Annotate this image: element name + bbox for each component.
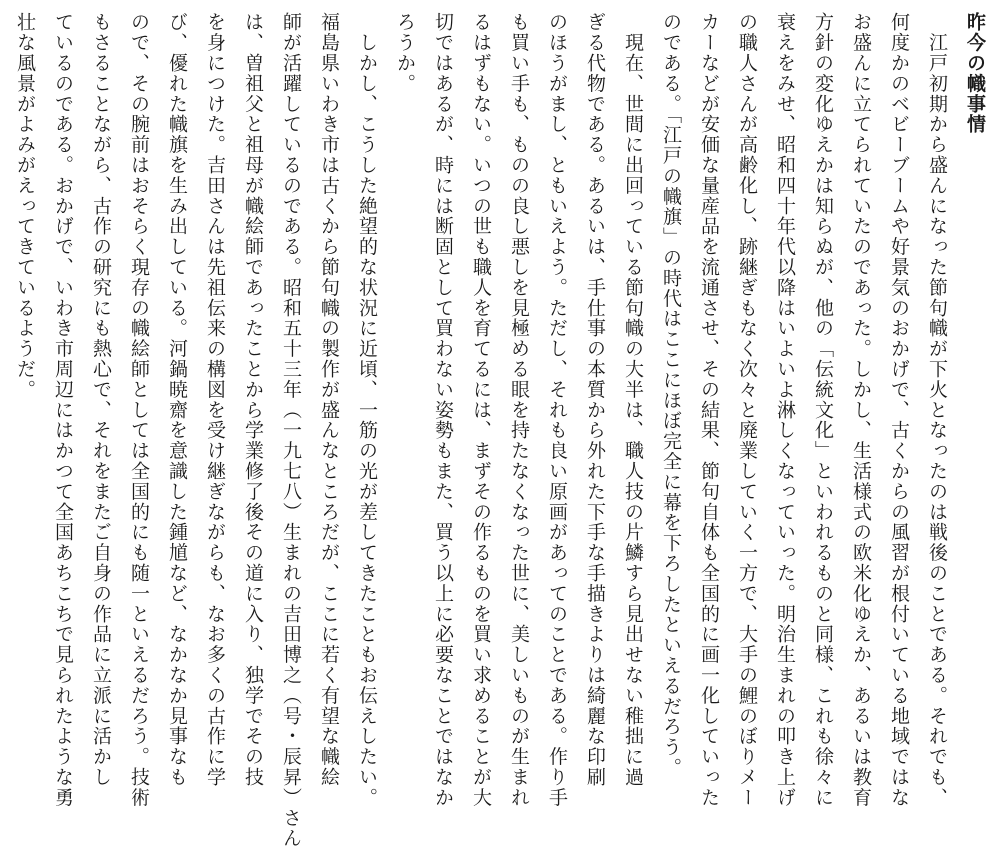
text-column: ているのである。おかげで、いわき市周辺にはかつて全国あちこちで見られたような勇 bbox=[52, 12, 74, 808]
text-column: 福島県いわき市は古くから節句幟の製作が盛んなところだが、ここに若く有望な幟絵 bbox=[318, 12, 340, 788]
text-column: 何度かのベビーブームや好景気のおかげで、古くからの風習が根付いている地域ではな bbox=[888, 12, 910, 808]
text-column: も買い手も、ものの良し悪しを見極める眼を持たなくなった世に、美しいものが生まれ bbox=[508, 12, 530, 808]
text-column: ろうか。 bbox=[394, 12, 416, 94]
text-column: 江戸初期から盛んになった節句幟が下火となったのは戦後のことである。それでも、 bbox=[926, 12, 948, 808]
text-column: ぎる代物である。あるいは、手仕事の本質から外れた下手な手描きよりは綺麗な印刷 bbox=[584, 12, 606, 788]
text-column: 衰えをみせ、昭和四十年代以降はいよいよ淋しくなっていった。明治生まれの叩き上げ bbox=[774, 12, 796, 808]
text-column: 切ではあるが、時には断固として買わない姿勢もまた、買う以上に必要なことではなか bbox=[432, 12, 454, 808]
text-column: は、曽祖父と祖母が幟絵師であったことから学業修了後その道に入り、独学でその技 bbox=[242, 12, 264, 788]
text-column: 師が活躍しているのである。昭和五十三年（一九七八）生まれの吉田博之（号・辰昇）さん bbox=[280, 12, 302, 848]
text-column: カーなどが安価な量産品を流通させ、その結果、節句自体も全国的に画一化していった bbox=[698, 12, 720, 808]
text-column: を身につけた。吉田さんは先祖伝来の構図を受け継ぎながらも、なお多くの古作に学 bbox=[204, 12, 226, 788]
text-column: の職人さんが高齢化し、跡継ぎもなく次々と廃業していく一方で、大手の鯉のぼりメー bbox=[736, 12, 758, 808]
text-column: び、優れた幟旗を生み出している。河鍋暁齋を意識した鍾馗など、なかなか見事なも bbox=[166, 12, 188, 788]
text-column: 方針の変化ゆえかは知らぬが、他の「伝統文化」といわれるものと同様、これも徐々に bbox=[812, 12, 834, 808]
text-column: 壮な風景がよみがえってきているようだ。 bbox=[14, 12, 36, 400]
text-column: のほうがまし、ともいえよう。ただし、それも良い原画があってのことである。作り手 bbox=[546, 12, 568, 808]
document-heading: 昨今の幟事情 bbox=[964, 12, 986, 135]
text-column: 現在、世間に出回っている節句幟の大半は、職人技の片鱗すら見出せない稚拙に過 bbox=[622, 12, 644, 788]
text-column: お盛んに立てられていたのであった。しかし、生活様式の欧米化ゆえか、あるいは教育 bbox=[850, 12, 872, 808]
text-column: しかし、こうした絶望的な状況に近頃、一筋の光が差してきたこともお伝えしたい。 bbox=[356, 12, 378, 808]
text-column: るはずもない。いつの世も職人を育てるには、まずその作るものを買い求めることが大 bbox=[470, 12, 492, 808]
text-column: もさることながら、古作の研究にも熱心で、それをまたご自身の作品に立派に活かし bbox=[90, 12, 112, 788]
text-column: のである。「江戸の幟旗」の時代はここにほぼ完全に幕を下ろしたといえるだろう。 bbox=[660, 12, 682, 778]
text-column: ので、その腕前はおそらく現存の幟絵師としては全国的にも随一といえるだろう。技術 bbox=[128, 12, 150, 808]
